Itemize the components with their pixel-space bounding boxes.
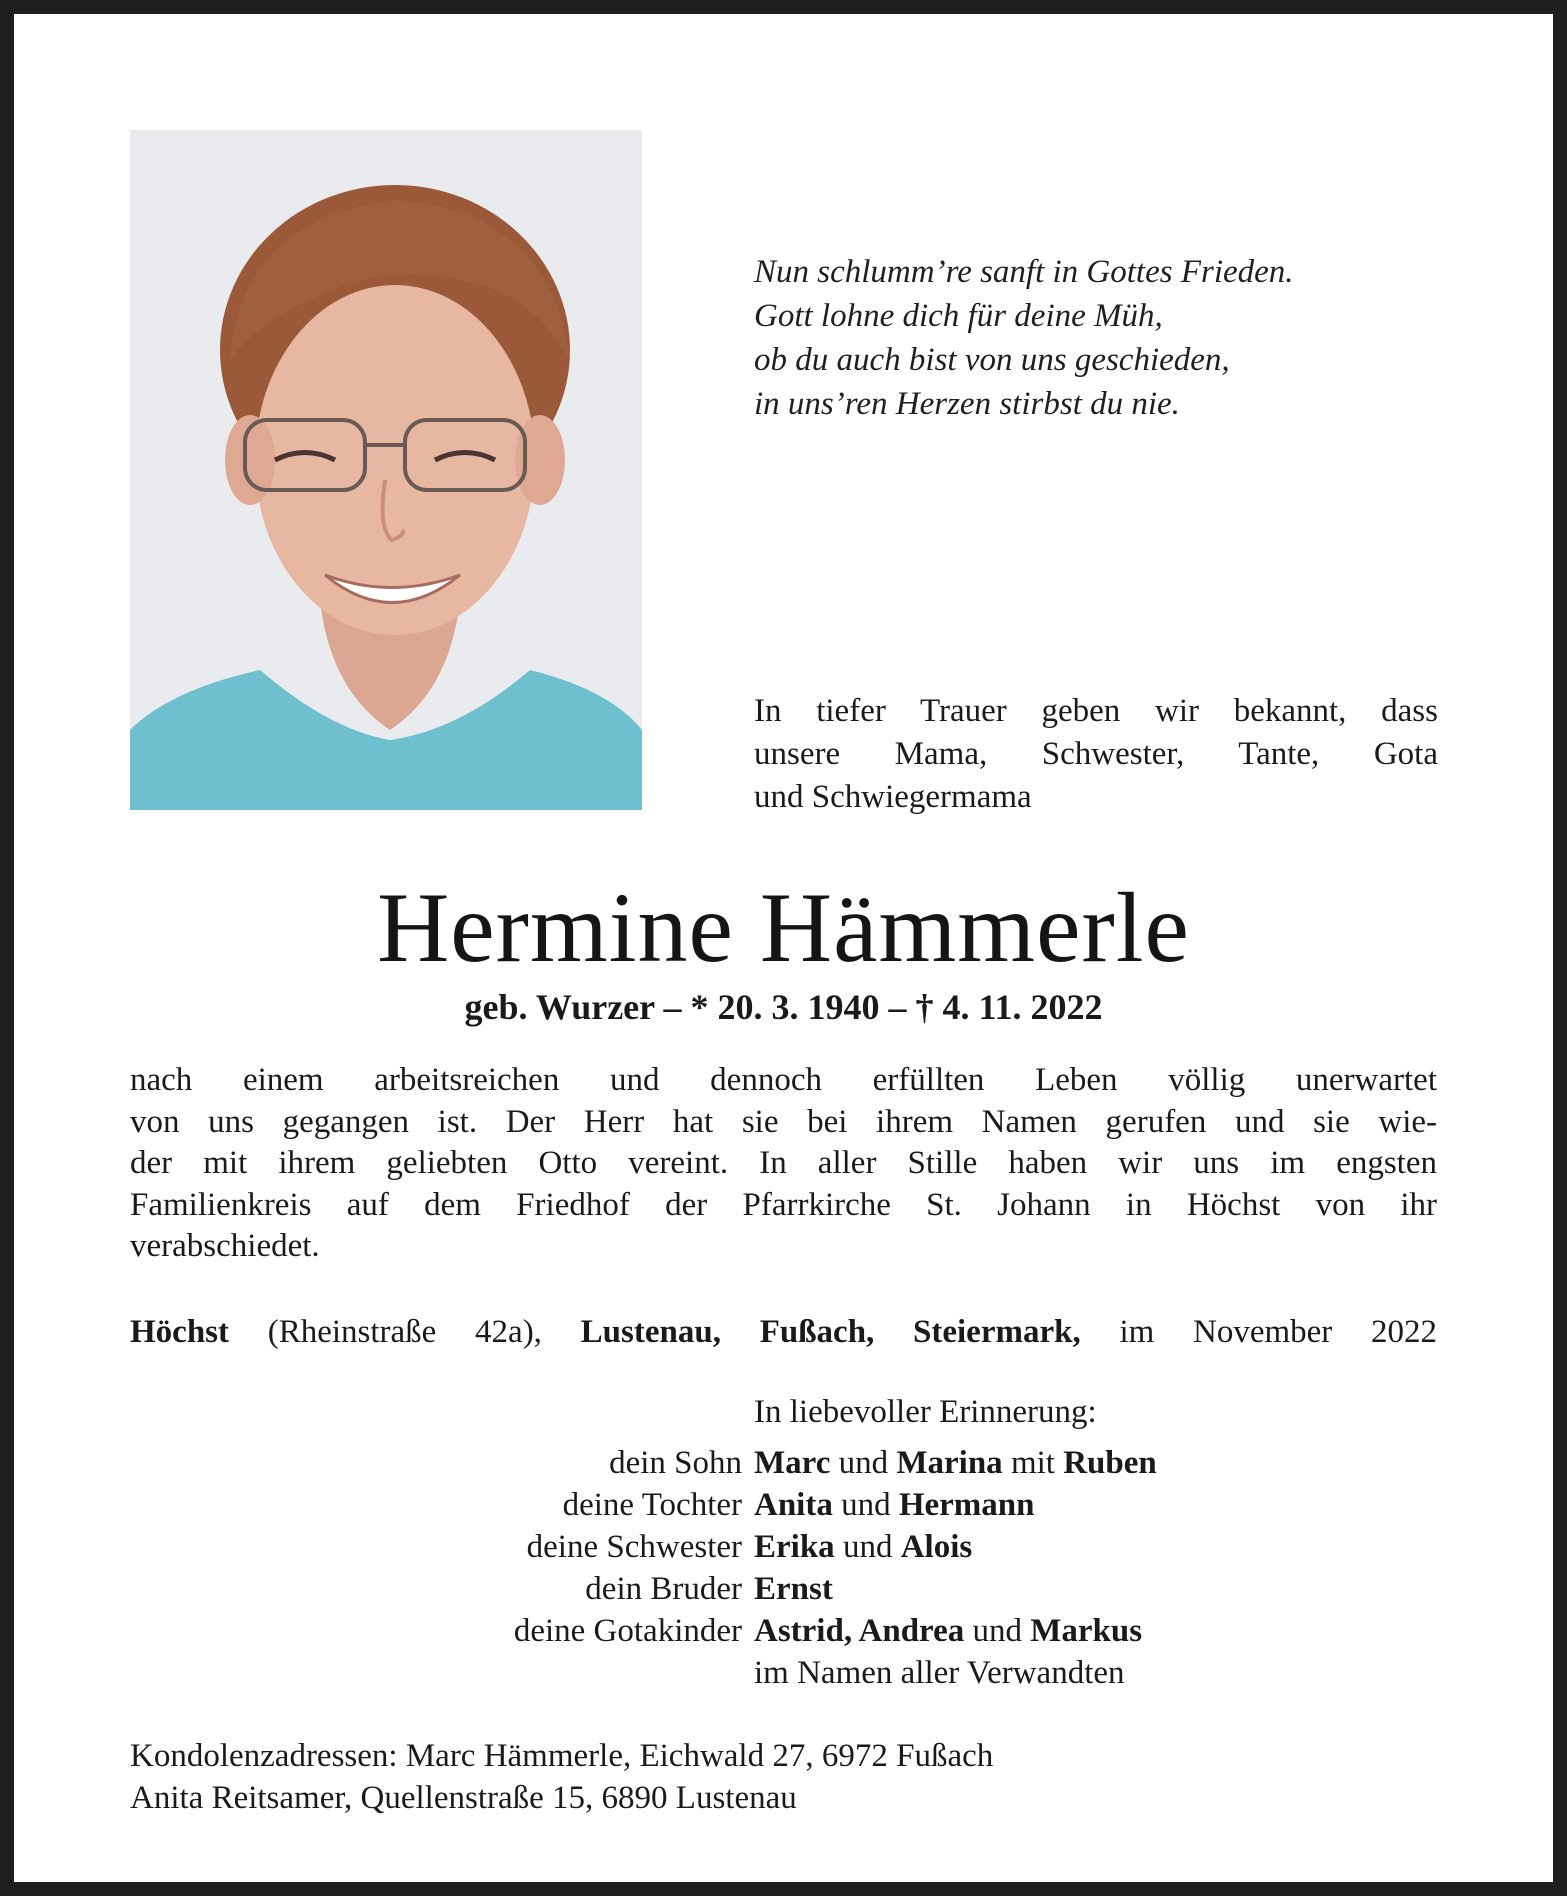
poem-line: ob du auch bist von uns geschieden, <box>754 342 1230 378</box>
relation-label: dein Sohn <box>609 1445 742 1481</box>
intro-line: In tiefer Trauer geben wir bekannt, dass <box>754 693 1438 729</box>
name-bold: Astrid, Andrea <box>754 1613 965 1649</box>
condolence-addresses <box>130 1735 1430 1819</box>
family-row <box>130 1526 1470 1568</box>
family-names <box>754 1610 1142 1652</box>
family-row <box>130 1484 1470 1526</box>
relation-label: dein Bruder <box>585 1571 742 1607</box>
portrait-photo <box>130 130 642 810</box>
family-row <box>130 1652 1470 1694</box>
name-bold: Hermann <box>898 1487 1035 1523</box>
intro-line: unsere Mama, Schwester, Tante, Gota <box>754 736 1438 772</box>
poem-verse <box>754 250 1474 426</box>
name-connector: und <box>830 1445 897 1481</box>
place-hoechst: Höchst <box>130 1314 229 1350</box>
family-names <box>754 1526 972 1568</box>
body-line: nach einem arbeitsreichen und dennoch erfüllten Leben völlig unerwartet <box>130 1062 1437 1098</box>
name-bold: Marc <box>754 1445 831 1481</box>
body-line: Familienkreis auf dem Friedhof der Pfarrkirche St. Johann in Höchst von ihr <box>130 1186 1437 1223</box>
announcement-intro <box>754 690 1438 819</box>
family-names <box>754 1442 1157 1484</box>
name-connector: und <box>964 1613 1031 1649</box>
relation-label: deine Schwester <box>526 1529 742 1565</box>
condolence-line: Kondolenzadressen: Marc Hämmerle, Eichwald 27, 6972 Fußach <box>130 1738 994 1774</box>
announcement-body <box>130 1060 1437 1268</box>
body-line: verabschiedet. <box>130 1228 320 1264</box>
name-connector: und <box>832 1487 899 1523</box>
relation-label: deine Gotakinder <box>513 1613 742 1649</box>
name-bold: Alois <box>900 1529 973 1565</box>
intro-line: und Schwiegermama <box>754 779 1032 815</box>
month-year: im November 2022 <box>1080 1314 1438 1350</box>
name-bold: Erika <box>754 1529 835 1565</box>
family-names <box>754 1484 1035 1526</box>
relation-label: deine Tochter <box>562 1487 742 1523</box>
family-row <box>130 1568 1470 1610</box>
name-connector: mit <box>1002 1445 1064 1481</box>
condolence-line: Anita Reitsamer, Quellenstraße 15, 6890 Lustenau <box>130 1780 797 1816</box>
family-names <box>754 1568 833 1610</box>
poem-line: in uns’ren Herzen stirbst du nie. <box>754 386 1180 422</box>
name-bold: Marina <box>896 1445 1003 1481</box>
poem-line: Gott lohne dich für deine Müh, <box>754 298 1163 334</box>
portrait-image <box>130 130 642 810</box>
name-bold: Ruben <box>1063 1445 1157 1481</box>
family-names <box>754 1652 1125 1694</box>
relatives-note: im Namen aller Verwandten <box>754 1655 1125 1691</box>
address: (Rheinstraße 42a), <box>229 1314 581 1350</box>
places-list: Lustenau, Fußach, Steiermark, <box>580 1314 1081 1350</box>
life-dates: geb. Wurzer – * 20. 3. 1940 – † 4. 11. 2022 <box>464 987 1103 1027</box>
memory-heading: In liebevoller Erinnerung: <box>754 1394 1097 1430</box>
family-row <box>130 1610 1470 1652</box>
poem-line: Nun schlumm’re sanft in Gottes Frieden. <box>754 254 1294 290</box>
name-connector: und <box>834 1529 901 1565</box>
family-row <box>130 1442 1470 1484</box>
body-line: von uns gegangen ist. Der Herr hat sie bei ihrem Namen gerufen und sie wie- <box>130 1103 1437 1140</box>
name-bold: Anita <box>754 1487 833 1523</box>
name-bold: Ernst <box>754 1571 833 1607</box>
deceased-name: Hermine Hämmerle <box>377 872 1190 983</box>
body-line: der mit ihrem geliebten Otto vereint. In aller Stille haben wir uns im engsten <box>130 1145 1437 1181</box>
name-bold: Markus <box>1030 1613 1143 1649</box>
family-list <box>130 1442 1470 1694</box>
relation-label <box>130 1652 754 1694</box>
places-and-date <box>130 1310 1437 1354</box>
